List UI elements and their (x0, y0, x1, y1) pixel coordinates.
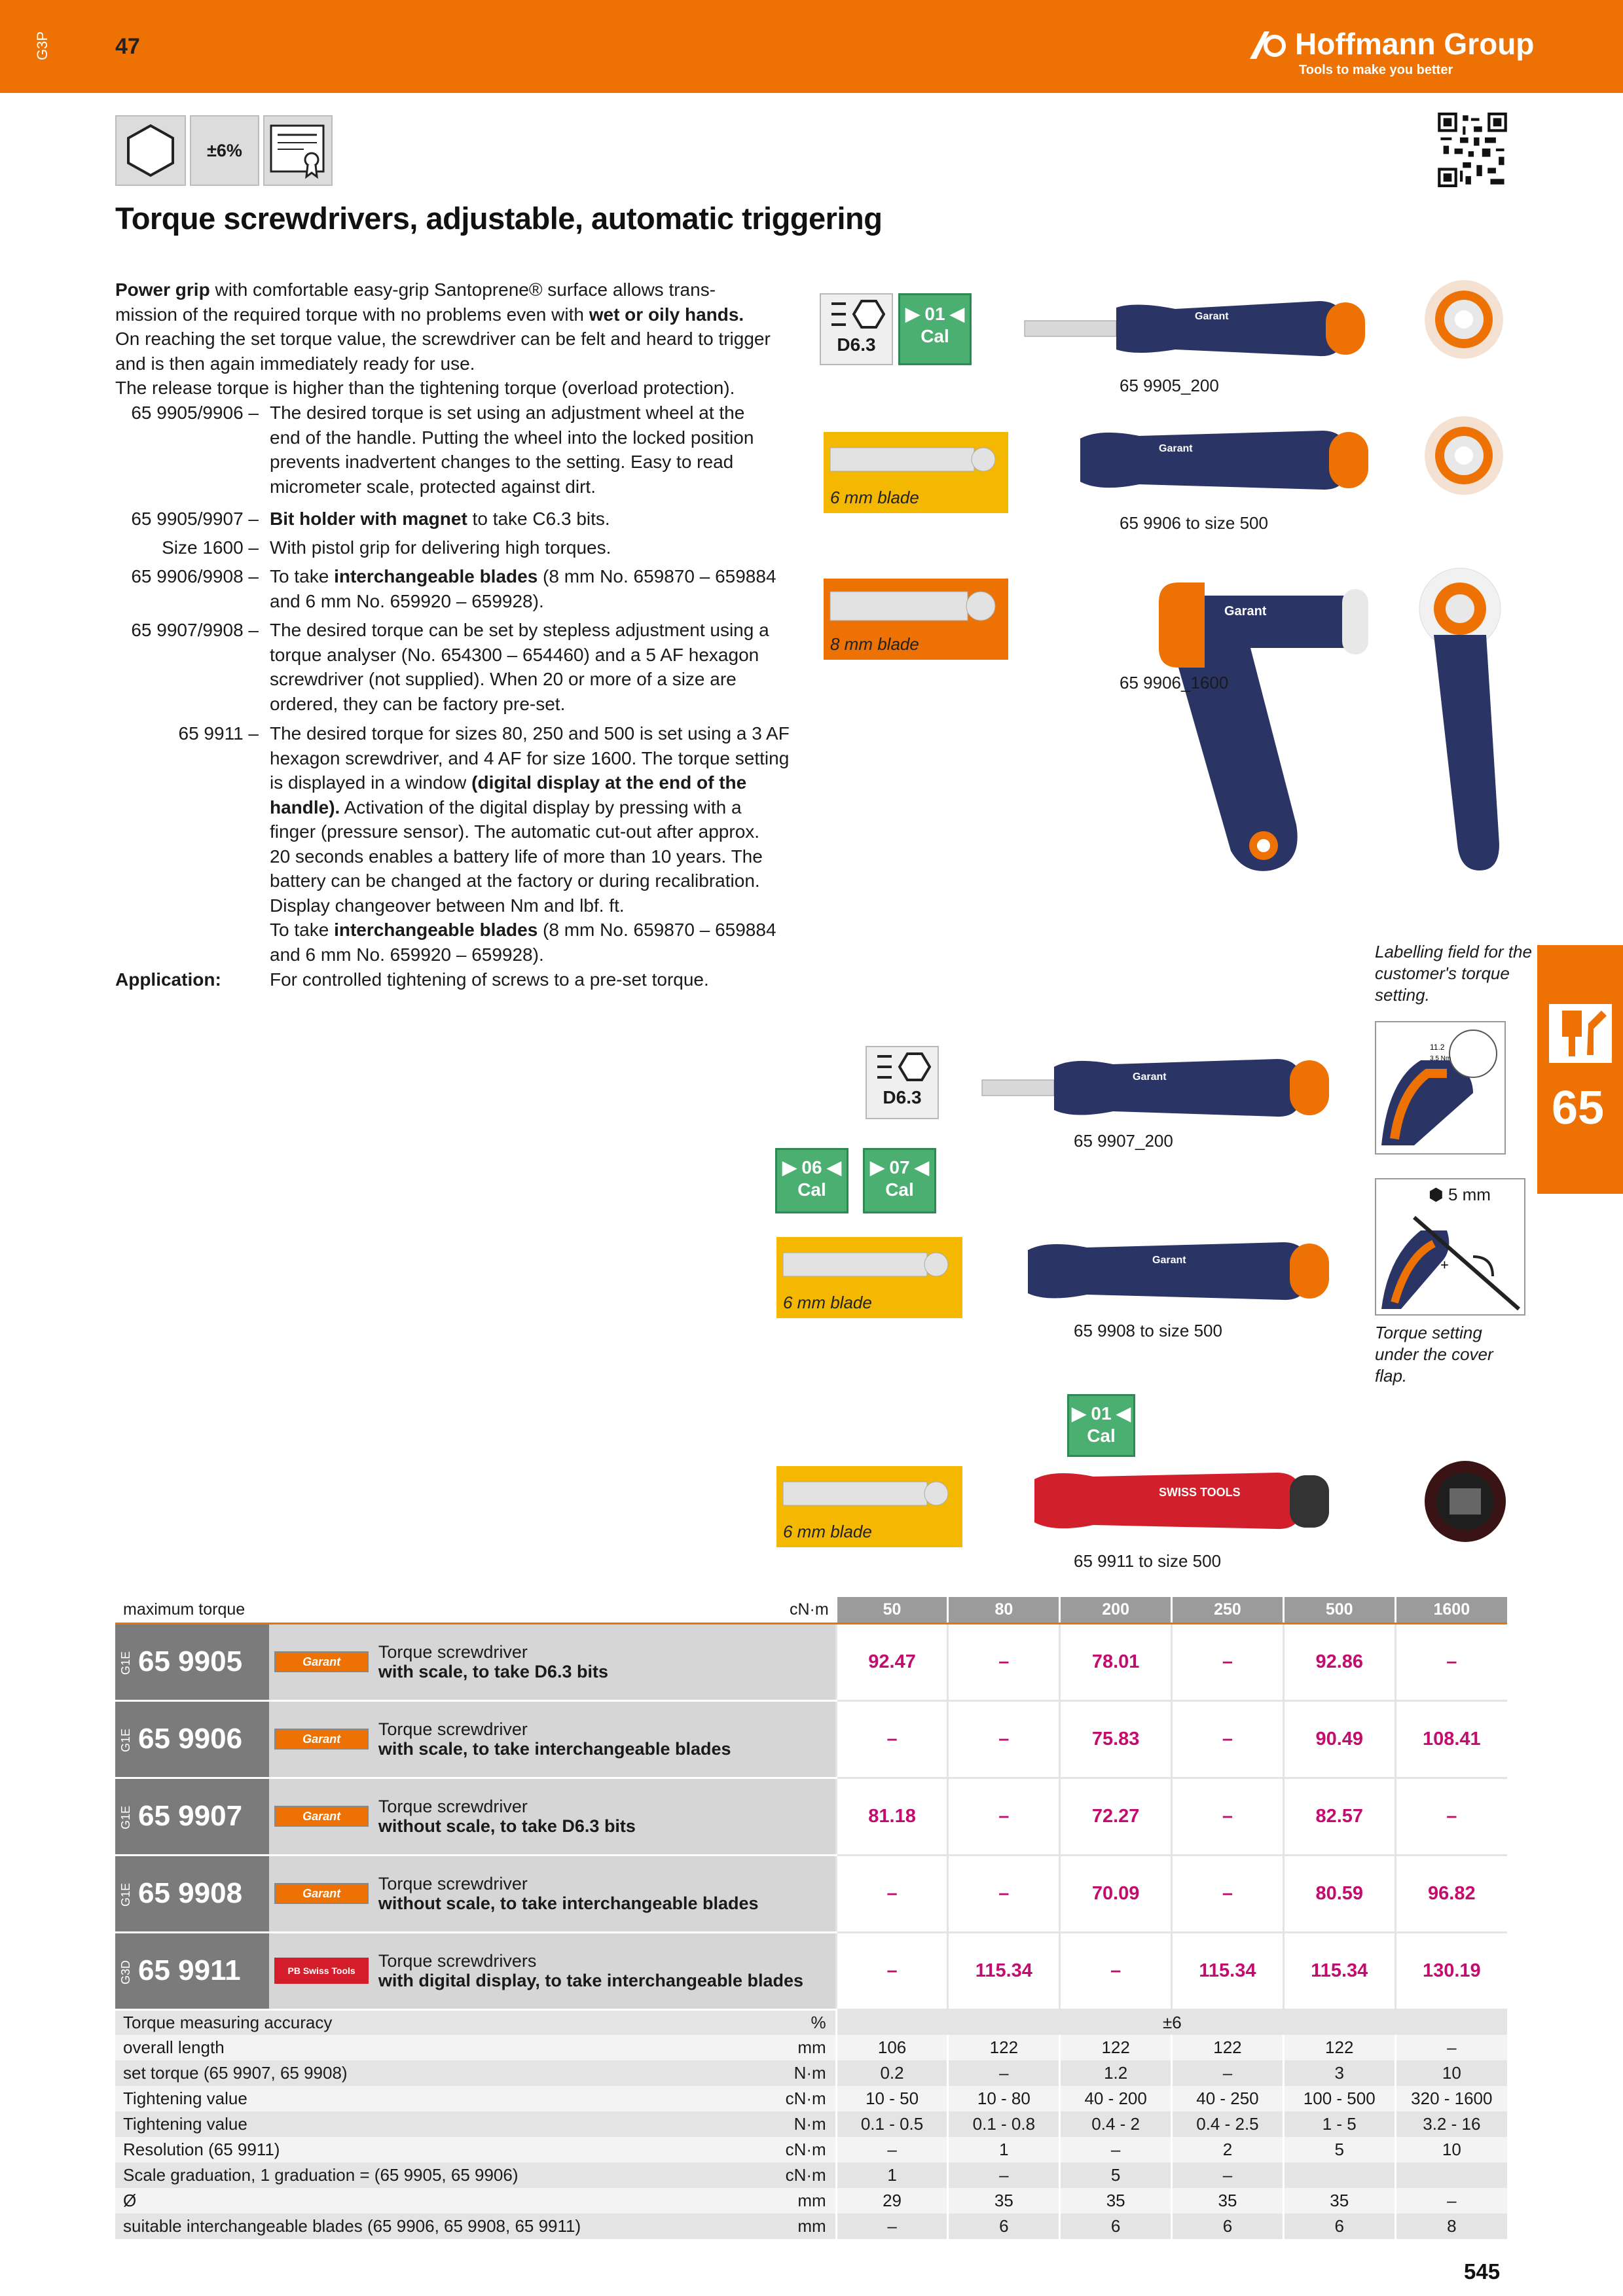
screwdriver-659911-image (1028, 1460, 1336, 1545)
spec-value: 106 (836, 2035, 948, 2060)
spec-value: 320 - 1600 (1395, 2086, 1507, 2111)
blade-6mm-icon (776, 1466, 962, 1525)
spec-value: 122 (948, 2035, 1060, 2060)
page-header (0, 0, 1623, 93)
spec-value: 0.1 - 0.5 (836, 2111, 948, 2137)
product-spec: with digital display, to take interchangeable blades (378, 1971, 803, 1990)
spec-value: 10 - 80 (948, 2086, 1060, 2111)
spec-value: 3.2 - 16 (1395, 2111, 1507, 2137)
blade-6mm-label: 6 mm blade (783, 1522, 872, 1541)
spec-value: 35 (948, 2188, 1060, 2214)
price-cell[interactable]: 92.47 (836, 1623, 948, 1700)
price-cell[interactable]: – (1060, 1932, 1172, 2009)
spec-row (115, 2188, 1507, 2214)
calibration-badge-01 (1067, 1394, 1135, 1457)
caption-659908-500: 65 9908 to size 500 (1074, 1321, 1222, 1340)
price-cell[interactable]: – (948, 1855, 1060, 1932)
intro-paragraph (115, 278, 809, 401)
brand-logo-cell (269, 1700, 374, 1778)
chapter-tab (1537, 945, 1623, 1194)
arrow-left-icon: ◀ (915, 1157, 929, 1177)
spec-unit: cN·m (767, 2137, 837, 2162)
calibration-badge-06 (775, 1148, 848, 1213)
spec-value: 1 (948, 2137, 1060, 2162)
def-key: Size 1600 – (162, 537, 259, 558)
tolerance-badge: ±6% (190, 115, 259, 186)
product-code: G3D (119, 1960, 132, 1984)
arrow-left-icon: ◀ (827, 1157, 841, 1177)
spec-value: 6 (1060, 2214, 1172, 2239)
spec-unit: mm (767, 2214, 837, 2239)
blade-6mm-box (776, 1237, 962, 1318)
spec-value: ±6 (836, 2009, 1507, 2035)
screwdriver-659907-200-image (976, 1047, 1342, 1132)
product-description (374, 1623, 836, 1700)
badge-number: 01 (924, 304, 945, 324)
screwdriver-659908-image (1021, 1230, 1336, 1316)
product-table (115, 1597, 1507, 2239)
spec-value: 0.4 - 2.5 (1172, 2111, 1284, 2137)
labelling-field-caption: Labelling field for the customer's torque setting. (1375, 942, 1532, 1005)
spec-row (115, 2060, 1507, 2086)
svg-text:11.2: 11.2 (1430, 1043, 1445, 1052)
blade-6mm-label: 6 mm blade (830, 488, 919, 507)
pistol-grip-end-view-image (1414, 563, 1519, 877)
arrow-right-icon: ▶ (1072, 1403, 1086, 1424)
product-number: 65 9911 (138, 1954, 241, 1986)
screwdriver-659905-200-image (1018, 281, 1372, 380)
blade-6mm-icon (776, 1237, 962, 1296)
spec-unit: N·m (767, 2060, 837, 2086)
size-header: 80 (948, 1597, 1060, 1623)
spec-value: 2 (1172, 2137, 1284, 2162)
price-cell[interactable]: – (836, 1700, 948, 1778)
blade-6mm-box (776, 1466, 962, 1547)
spec-value: 122 (1060, 2035, 1172, 2060)
product-type: Torque screwdriver (378, 1797, 528, 1816)
spec-value: 40 - 250 (1172, 2086, 1284, 2111)
digital-display-end-image (1421, 1457, 1510, 1546)
price-cell[interactable]: – (836, 1932, 948, 2009)
spec-value: – (948, 2060, 1060, 2086)
spec-value: 10 (1395, 2137, 1507, 2162)
product-code: G1E (119, 1806, 132, 1830)
price-cell[interactable]: 72.27 (1060, 1778, 1172, 1855)
product-spec: with scale, to take interchangeable blades (378, 1739, 731, 1759)
spec-value: 8 (1395, 2214, 1507, 2239)
svg-text:SWISS TOOLS: SWISS TOOLS (1159, 1486, 1241, 1499)
screwdriver-659906-image (1074, 419, 1375, 504)
spec-value: 0.1 - 0.8 (948, 2111, 1060, 2137)
caption-659906-500: 65 9906 to size 500 (1120, 513, 1268, 533)
table-header-row (115, 1597, 1507, 1623)
arrow-left-icon: ◀ (950, 304, 964, 324)
torque-setting-caption: Torque setting under the cover flap. (1375, 1323, 1493, 1386)
blade-6mm-box (824, 432, 1008, 513)
hex-key-size-label: 5 mm (1448, 1185, 1491, 1204)
product-number-cell[interactable] (115, 1778, 269, 1855)
badge-number: 06 (801, 1157, 822, 1177)
price-cell[interactable]: – (1172, 1623, 1284, 1700)
badge-number: 07 (889, 1157, 910, 1177)
svg-text:Garant: Garant (1195, 311, 1229, 322)
brand-tagline: Tools to make you better (1299, 63, 1453, 77)
spec-row (115, 2214, 1507, 2239)
product-number-cell[interactable] (115, 1623, 269, 1700)
arrow-right-icon: ▶ (870, 1157, 884, 1177)
spec-value: 6 (1172, 2214, 1284, 2239)
adjustment-wheel-image (1419, 411, 1508, 500)
hexagon-small-icon: ⬢ (1429, 1185, 1444, 1204)
spec-value: 40 - 200 (1060, 2086, 1172, 2111)
pb-swiss-logo: PB Swiss Tools (274, 1958, 369, 1984)
intro-bold-power-grip: Power grip (115, 279, 210, 300)
spec-value: – (836, 2214, 948, 2239)
page-code: 47 (115, 34, 140, 59)
labelling-field-image (1375, 1021, 1506, 1155)
spec-value: 5 (1283, 2137, 1395, 2162)
brand-logo-cell (269, 1778, 374, 1855)
product-number-cell[interactable] (115, 1855, 269, 1932)
arrow-right-icon: ▶ (782, 1157, 797, 1177)
price-cell[interactable]: 78.01 (1060, 1623, 1172, 1700)
blade-6mm-label: 6 mm blade (783, 1293, 872, 1312)
size-header: 250 (1172, 1597, 1284, 1623)
spec-unit: cN·m (767, 2086, 837, 2111)
product-number: 65 9908 (138, 1877, 243, 1909)
size-header: 200 (1060, 1597, 1172, 1623)
price-cell[interactable]: 92.86 (1283, 1623, 1395, 1700)
intro-bold-wet-oily: wet or oily hands. (589, 304, 744, 325)
feature-definitions (0, 401, 812, 990)
spec-value: 1 - 5 (1283, 2111, 1395, 2137)
product-type: Torque screwdriver (378, 1642, 528, 1662)
tools-chapter-icon (1549, 1004, 1612, 1063)
product-row (115, 1932, 1507, 2009)
bit-size-label: D6.3 (883, 1087, 922, 1107)
svg-text:3.5 Nm: 3.5 Nm (1430, 1055, 1451, 1062)
def-key: 65 9907/9908 – (131, 620, 259, 640)
size-header: 1600 (1395, 1597, 1507, 1623)
product-description (374, 1855, 836, 1932)
price-cell[interactable]: 75.83 (1060, 1700, 1172, 1778)
price-cell[interactable]: – (1172, 1778, 1284, 1855)
def-key: 65 9905/9907 – (131, 509, 259, 529)
bit-size-label: D6.3 (837, 334, 876, 355)
spec-label: suitable interchangeable blades (65 9906, 65 9908, 65 9911) (115, 2214, 767, 2239)
product-code: G1E (119, 1651, 132, 1676)
spec-unit: % (767, 2009, 837, 2035)
price-cell[interactable]: 115.34 (1283, 1932, 1395, 2009)
product-spec: without scale, to take interchangeable blades (378, 1893, 759, 1913)
def-key: 65 9911 – (178, 723, 259, 744)
price-cell[interactable]: – (1172, 1855, 1284, 1932)
def-value: The desired torque is set using an adjustment wheel at the end of the handle. Putting the wheel into the locked position prevents inadvertent changes to the setting. Easy to read micrometer scale, protected against dirt. (270, 403, 754, 497)
product-row (115, 1623, 1507, 1700)
price-cell[interactable]: – (836, 1855, 948, 1932)
arrow-left-icon: ◀ (1116, 1403, 1131, 1424)
price-cell[interactable]: – (948, 1700, 1060, 1778)
spec-label: overall length (115, 2035, 767, 2060)
product-row (115, 1778, 1507, 1855)
product-row (115, 1855, 1507, 1932)
spec-value: 3 (1283, 2060, 1395, 2086)
blade-6mm-icon (824, 432, 1008, 491)
price-cell[interactable]: – (1172, 1700, 1284, 1778)
spec-value (1395, 2162, 1507, 2188)
spec-unit: N·m (767, 2111, 837, 2137)
spec-label: Ø (115, 2188, 767, 2214)
spec-value: 6 (1283, 2214, 1395, 2239)
caption-659911-500: 65 9911 to size 500 (1074, 1551, 1222, 1571)
badge-number: 01 (1091, 1403, 1112, 1424)
screwdriver-pistol-grip-image (1152, 576, 1375, 877)
spec-value: – (1060, 2137, 1172, 2162)
spec-value: 6 (948, 2214, 1060, 2239)
price-cell[interactable]: 70.09 (1060, 1855, 1172, 1932)
accuracy-row (115, 2009, 1507, 2035)
spec-value: 1.2 (1060, 2060, 1172, 2086)
product-type: Torque screwdrivers (378, 1951, 537, 1971)
page-title: Torque screwdrivers, adjustable, automatic triggering (115, 201, 883, 236)
svg-text:Garant: Garant (1159, 443, 1193, 454)
spec-value: 100 - 500 (1283, 2086, 1395, 2111)
badge-cal-label: Cal (797, 1179, 826, 1200)
price-cell[interactable]: 90.49 (1283, 1700, 1395, 1778)
hoffmann-logo-icon (1247, 29, 1289, 62)
blade-8mm-label: 8 mm blade (830, 634, 919, 654)
spec-unit: cN·m (767, 2162, 837, 2188)
certificate-icon (264, 117, 331, 185)
price-cell[interactable]: – (948, 1623, 1060, 1700)
def-value: To take interchangeable blades (8 mm No. 659870 – 659884 and 6 mm No. 659920 – 659928). (270, 566, 776, 611)
spec-value: – (1172, 2162, 1284, 2188)
certificate-icon-box (263, 115, 333, 186)
badge-cal-label: Cal (885, 1179, 914, 1200)
spec-value: 35 (1060, 2188, 1172, 2214)
intro-text: The release torque is higher than the tightening torque (overload protection). (115, 378, 735, 398)
def-value: The desired torque for sizes 80, 250 and 500 is set using a 3 AF hexagon screwdriver, and 4 AF for size 1600. The torque setting is displayed in a window (digital display at the end of the handle). Activation of the digital display by pressing with a finger (pressure sensor). The automatic cut-out after approx. 20 seconds enables a battery life of more than 10 years. The battery can be changed at the factory or during recalibration. Display changeover between Nm and lbf. ft. To take interchangeable blades (8 mm No. 659870 – 659884 and 6 mm No. 659920 – 659928). (270, 723, 790, 965)
adjustment-wheel-image (1419, 275, 1508, 364)
spec-label: Scale graduation, 1 graduation = (65 9905, 65 9906) (115, 2162, 767, 2188)
bit-holder-d63-badge (820, 293, 893, 365)
spec-value: – (836, 2137, 948, 2162)
intro-text: with comfortable easy-grip Santoprene® surface allows trans- (210, 279, 716, 300)
garant-logo: Garant (274, 1651, 369, 1672)
spec-value: 1 (836, 2162, 948, 2188)
product-type: Torque screwdriver (378, 1874, 528, 1893)
product-description (374, 1932, 836, 2009)
price-cell[interactable]: 115.34 (948, 1932, 1060, 2009)
badge-cal-label: Cal (921, 326, 949, 346)
price-cell[interactable]: 108.41 (1395, 1700, 1507, 1778)
spec-row (115, 2137, 1507, 2162)
price-cell[interactable]: 82.57 (1283, 1778, 1395, 1855)
intro-text: mission of the required torque with no problems even with (115, 304, 589, 325)
spec-value: 122 (1283, 2035, 1395, 2060)
price-cell[interactable]: 96.82 (1395, 1855, 1507, 1932)
brand-logo-cell (269, 1623, 374, 1700)
spec-value: 5 (1060, 2162, 1172, 2188)
size-header: 500 (1283, 1597, 1395, 1623)
product-number-cell[interactable] (115, 1932, 269, 2009)
intro-text: and is then again immediately ready for use. (115, 353, 475, 374)
spec-unit: mm (767, 2035, 837, 2060)
garant-logo: Garant (274, 1883, 369, 1904)
vertical-code: G3P (34, 31, 50, 61)
spec-value: 10 - 50 (836, 2086, 948, 2111)
bit-holder-d63-badge (866, 1046, 939, 1119)
product-number: 65 9907 (138, 1800, 243, 1832)
size-header: 50 (836, 1597, 948, 1623)
def-value: Bit holder with magnet to take C6.3 bits. (270, 509, 610, 529)
spec-value: – (1172, 2060, 1284, 2086)
def-value: The desired torque can be set by stepless adjustment using a torque analyser (No. 654300 – 654460) and a 5 AF hexagon screwdriver (not supplied). When 20 or more of a size are ordered, they can be factory pre-set. (270, 620, 769, 714)
calibration-badge-07 (863, 1148, 936, 1213)
hexagon-drive-icon-box (115, 115, 186, 186)
product-description (374, 1700, 836, 1778)
svg-text:Garant: Garant (1224, 604, 1267, 619)
brand-logo-cell (269, 1855, 374, 1932)
spec-value: 0.2 (836, 2060, 948, 2086)
price-cell[interactable]: 81.18 (836, 1778, 948, 1855)
spec-value: – (1395, 2188, 1507, 2214)
caption-659906-1600: 65 9906_1600 (1120, 673, 1229, 692)
calibration-badge-01 (898, 293, 972, 365)
spec-unit: mm (767, 2188, 837, 2214)
spec-label: set torque (65 9907, 65 9908) (115, 2060, 767, 2086)
brand-name: Hoffmann Group (1295, 27, 1535, 61)
header-unit: cN·m (767, 1597, 837, 1623)
def-key: 65 9905/9906 – (131, 403, 259, 423)
badge-cal-label: Cal (1087, 1426, 1116, 1446)
def-value: With pistol grip for delivering high torques. (270, 537, 611, 558)
price-cell[interactable]: – (1395, 1623, 1507, 1700)
spec-row (115, 2035, 1507, 2060)
spec-value: 122 (1172, 2035, 1284, 2060)
def-key: 65 9906/9908 – (131, 566, 259, 586)
product-row (115, 1700, 1507, 1778)
garant-logo: Garant (274, 1729, 369, 1749)
intro-text: On reaching the set torque value, the screwdriver can be felt and heard to trigger (115, 329, 771, 349)
product-spec: with scale, to take D6.3 bits (378, 1662, 608, 1681)
price-cell[interactable]: 115.34 (1172, 1932, 1284, 2009)
product-type: Torque screwdriver (378, 1719, 528, 1739)
spec-value: 10 (1395, 2060, 1507, 2086)
price-cell[interactable]: 130.19 (1395, 1932, 1507, 2009)
def-key: Application: (115, 969, 221, 990)
header-label: maximum torque (115, 1597, 767, 1623)
caption-659907-200: 65 9907_200 (1074, 1131, 1173, 1151)
spec-value: 35 (1172, 2188, 1284, 2214)
chapter-number: 65 (1552, 1082, 1605, 1134)
brand-logo-cell (269, 1932, 374, 2009)
hexagon-icon (117, 117, 185, 185)
price-cell[interactable]: – (948, 1778, 1060, 1855)
hex-bit-icon (869, 1047, 935, 1086)
spec-label: Torque measuring accuracy (115, 2009, 767, 2035)
spec-row (115, 2086, 1507, 2111)
spec-value: – (948, 2162, 1060, 2188)
spec-label: Resolution (65 9911) (115, 2137, 767, 2162)
hex-bit-icon (824, 295, 889, 334)
price-cell[interactable]: 80.59 (1283, 1855, 1395, 1932)
product-spec: without scale, to take D6.3 bits (378, 1816, 636, 1836)
product-number: 65 9906 (138, 1723, 243, 1755)
product-number-cell[interactable] (115, 1700, 269, 1778)
product-code: G1E (119, 1729, 132, 1753)
spec-value: 0.4 - 2 (1060, 2111, 1172, 2137)
price-cell[interactable]: – (1395, 1778, 1507, 1855)
garant-logo: Garant (274, 1806, 369, 1827)
product-description (374, 1778, 836, 1855)
svg-text:Garant: Garant (1152, 1255, 1186, 1266)
blade-8mm-box (824, 579, 1008, 660)
torque-setting-image (1375, 1178, 1525, 1316)
spec-value: 29 (836, 2188, 948, 2214)
product-code: G1E (119, 1883, 132, 1907)
product-number: 65 9905 (138, 1645, 243, 1677)
spec-row (115, 2162, 1507, 2188)
spec-value: – (1395, 2035, 1507, 2060)
spec-value (1283, 2162, 1395, 2188)
caption-659905-200: 65 9905_200 (1120, 376, 1219, 395)
def-value: For controlled tightening of screws to a pre-set torque. (270, 969, 709, 990)
spec-row (115, 2111, 1507, 2137)
page-number: 545 (1464, 2259, 1501, 2284)
blade-8mm-icon (824, 579, 1008, 637)
svg-text:+: + (1440, 1257, 1449, 1273)
spec-label: Tightening value (115, 2086, 767, 2111)
svg-text:Garant: Garant (1133, 1071, 1167, 1083)
spec-value: 35 (1283, 2188, 1395, 2214)
spec-label: Tightening value (115, 2111, 767, 2137)
arrow-right-icon: ▶ (905, 304, 920, 324)
qr-code-icon (1438, 113, 1507, 187)
